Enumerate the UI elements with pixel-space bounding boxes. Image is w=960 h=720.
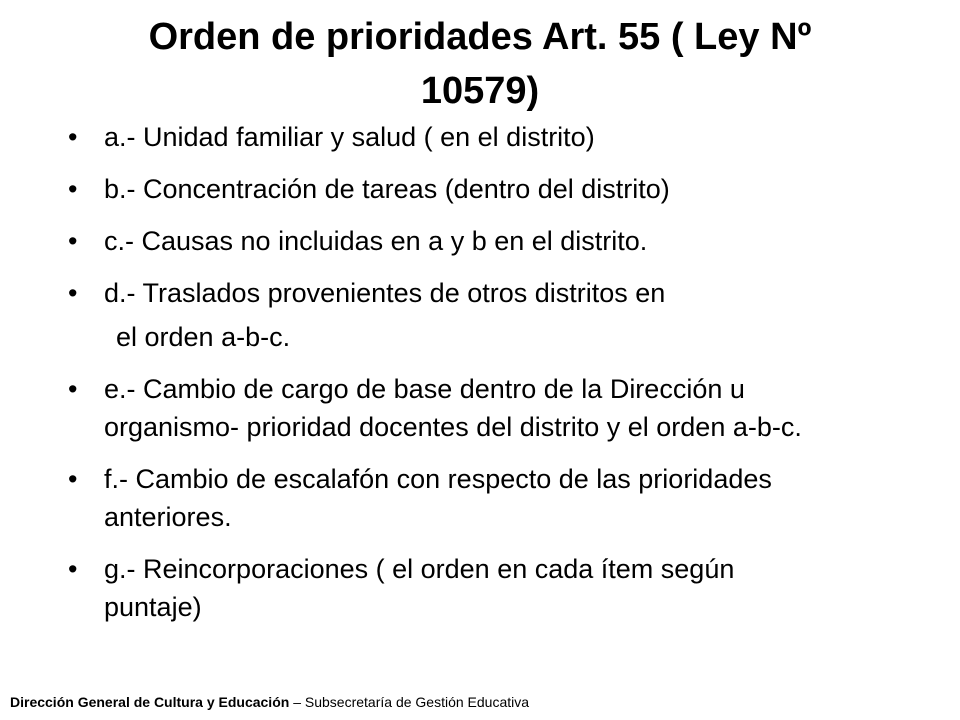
priority-item-d-continuation: el orden a-b-c.	[116, 322, 291, 352]
priority-item-f: • f.- Cambio de escalafón con respecto de las prioridades anteriores.	[68, 460, 824, 536]
priority-item-g: • g.- Reincorporaciones ( el orden en cada ítem según puntaje)	[68, 550, 824, 626]
footer	[10, 693, 529, 711]
priority-item-d: • d.- Traslados provenientes de otros distritos en	[68, 274, 918, 312]
footer-separator: –	[289, 694, 305, 710]
footer-org: Dirección General de Cultura y Educación	[10, 694, 290, 710]
slide-title-line-2: 10579)	[420, 70, 540, 112]
slide-title-line-1: Orden de prioridades Art. 55 ( Ley Nº	[148, 16, 812, 58]
footer-subsecretaria: Subsecretaría de Gestión Educativa	[304, 694, 530, 710]
priority-item-a: • a.- Unidad familiar y salud ( en el distrito)	[68, 118, 918, 156]
slide-title	[60, 10, 900, 118]
priority-item-e: • e.- Cambio de cargo de base dentro de la Dirección u organismo- prioridad docentes del distrito y el orden a-b-c.	[68, 370, 834, 446]
priority-item-c: • c.- Causas no incluidas en a y b en el distrito.	[68, 222, 918, 260]
priority-item-b: • b.- Concentración de tareas (dentro del distrito)	[68, 170, 918, 208]
priority-list	[68, 118, 918, 640]
